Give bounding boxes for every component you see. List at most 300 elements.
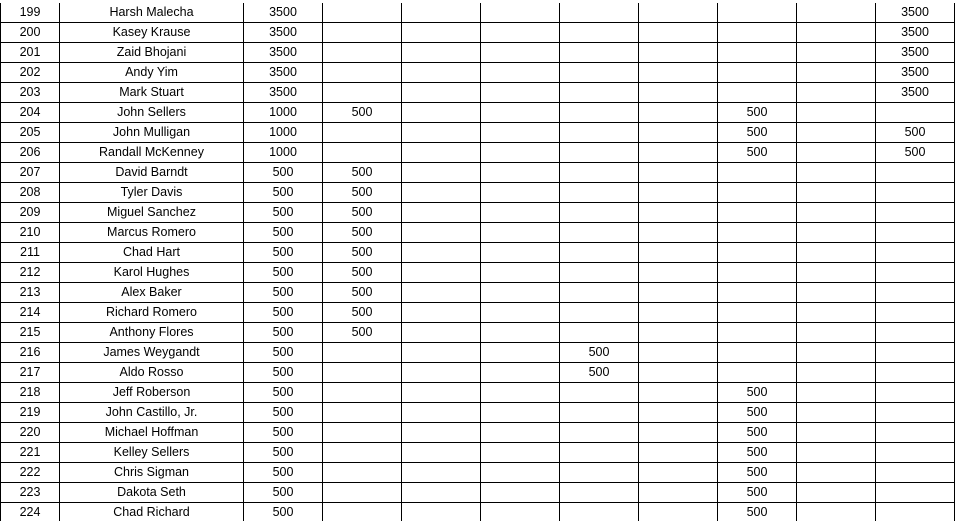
amount-cell[interactable]: 500 (323, 283, 402, 303)
amount-cell[interactable]: 500 (718, 483, 797, 503)
amount-cell[interactable] (876, 163, 955, 183)
amount-cell[interactable]: 500 (244, 423, 323, 443)
amount-cell[interactable]: 500 (244, 463, 323, 483)
amount-cell[interactable] (402, 383, 481, 403)
amount-cell[interactable]: 500 (323, 163, 402, 183)
amount-cell[interactable] (481, 343, 560, 363)
amount-cell[interactable] (402, 303, 481, 323)
amount-cell[interactable] (402, 503, 481, 521)
name-cell[interactable]: Miguel Sanchez (60, 203, 244, 223)
amount-cell[interactable] (481, 163, 560, 183)
amount-cell[interactable] (639, 3, 718, 23)
row-number-cell[interactable]: 201 (0, 43, 60, 63)
row-number-cell[interactable]: 208 (0, 183, 60, 203)
amount-cell[interactable] (481, 283, 560, 303)
name-cell[interactable]: Kasey Krause (60, 23, 244, 43)
amount-cell[interactable] (718, 43, 797, 63)
amount-cell[interactable] (560, 83, 639, 103)
row-number-cell[interactable]: 220 (0, 423, 60, 443)
amount-cell[interactable] (797, 463, 876, 483)
amount-cell[interactable] (639, 243, 718, 263)
amount-cell[interactable] (876, 363, 955, 383)
amount-cell[interactable] (639, 483, 718, 503)
amount-cell[interactable] (323, 443, 402, 463)
amount-cell[interactable] (718, 183, 797, 203)
row-number-cell[interactable]: 213 (0, 283, 60, 303)
amount-cell[interactable]: 500 (244, 383, 323, 403)
amount-cell[interactable] (797, 503, 876, 521)
name-cell[interactable]: John Castillo, Jr. (60, 403, 244, 423)
amount-cell[interactable]: 500 (244, 483, 323, 503)
amount-cell[interactable]: 3500 (876, 23, 955, 43)
amount-cell[interactable]: 500 (560, 363, 639, 383)
amount-cell[interactable]: 500 (323, 103, 402, 123)
amount-cell[interactable] (402, 203, 481, 223)
amount-cell[interactable]: 500 (718, 503, 797, 521)
amount-cell[interactable] (323, 463, 402, 483)
amount-cell[interactable]: 500 (718, 103, 797, 123)
amount-cell[interactable] (481, 503, 560, 521)
name-cell[interactable]: Alex Baker (60, 283, 244, 303)
amount-cell[interactable] (560, 483, 639, 503)
amount-cell[interactable] (639, 283, 718, 303)
row-number-cell[interactable]: 210 (0, 223, 60, 243)
amount-cell[interactable] (718, 83, 797, 103)
amount-cell[interactable]: 500 (244, 263, 323, 283)
amount-cell[interactable]: 500 (718, 443, 797, 463)
amount-cell[interactable] (639, 223, 718, 243)
amount-cell[interactable]: 500 (718, 463, 797, 483)
amount-cell[interactable] (876, 183, 955, 203)
amount-cell[interactable] (639, 443, 718, 463)
amount-cell[interactable]: 500 (560, 343, 639, 363)
name-cell[interactable]: Kelley Sellers (60, 443, 244, 463)
amount-cell[interactable] (876, 263, 955, 283)
amount-cell[interactable] (323, 343, 402, 363)
amount-cell[interactable] (402, 403, 481, 423)
name-cell[interactable]: David Barndt (60, 163, 244, 183)
amount-cell[interactable] (639, 303, 718, 323)
name-cell[interactable]: Randall McKenney (60, 143, 244, 163)
row-number-cell[interactable]: 207 (0, 163, 60, 183)
amount-cell[interactable] (560, 403, 639, 423)
amount-cell[interactable]: 500 (718, 403, 797, 423)
amount-cell[interactable] (323, 43, 402, 63)
amount-cell[interactable]: 500 (244, 323, 323, 343)
amount-cell[interactable] (797, 263, 876, 283)
amount-cell[interactable] (323, 83, 402, 103)
amount-cell[interactable] (718, 363, 797, 383)
name-cell[interactable]: John Mulligan (60, 123, 244, 143)
amount-cell[interactable]: 500 (244, 403, 323, 423)
amount-cell[interactable] (323, 363, 402, 383)
row-number-cell[interactable]: 212 (0, 263, 60, 283)
amount-cell[interactable] (718, 283, 797, 303)
name-cell[interactable]: Andy Yim (60, 63, 244, 83)
amount-cell[interactable] (481, 103, 560, 123)
amount-cell[interactable] (481, 483, 560, 503)
name-cell[interactable]: Mark Stuart (60, 83, 244, 103)
amount-cell[interactable] (481, 143, 560, 163)
amount-cell[interactable] (560, 183, 639, 203)
name-cell[interactable]: Tyler Davis (60, 183, 244, 203)
amount-cell[interactable] (560, 143, 639, 163)
row-number-cell[interactable]: 223 (0, 483, 60, 503)
amount-cell[interactable]: 3500 (876, 83, 955, 103)
amount-cell[interactable] (797, 343, 876, 363)
row-number-cell[interactable]: 215 (0, 323, 60, 343)
amount-cell[interactable] (481, 63, 560, 83)
amount-cell[interactable] (639, 263, 718, 283)
row-number-cell[interactable]: 205 (0, 123, 60, 143)
amount-cell[interactable] (560, 203, 639, 223)
amount-cell[interactable] (402, 423, 481, 443)
amount-cell[interactable] (718, 323, 797, 343)
amount-cell[interactable] (481, 183, 560, 203)
table-row (0, 143, 957, 163)
amount-cell[interactable] (797, 83, 876, 103)
amount-cell[interactable] (876, 403, 955, 423)
amount-cell[interactable] (797, 183, 876, 203)
name-cell[interactable]: Karol Hughes (60, 263, 244, 283)
amount-cell[interactable]: 3500 (876, 3, 955, 23)
row-number-cell[interactable]: 200 (0, 23, 60, 43)
amount-cell[interactable] (718, 303, 797, 323)
amount-cell[interactable]: 500 (323, 323, 402, 343)
amount-cell[interactable] (797, 283, 876, 303)
amount-cell[interactable] (402, 443, 481, 463)
amount-cell[interactable] (639, 423, 718, 443)
amount-cell[interactable] (481, 303, 560, 323)
amount-cell[interactable] (876, 443, 955, 463)
amount-cell[interactable]: 3500 (244, 43, 323, 63)
amount-cell[interactable] (876, 243, 955, 263)
amount-cell[interactable] (560, 323, 639, 343)
amount-cell[interactable] (481, 443, 560, 463)
row-number-cell[interactable]: 211 (0, 243, 60, 263)
amount-cell[interactable]: 500 (244, 163, 323, 183)
amount-cell[interactable]: 500 (718, 383, 797, 403)
amount-cell[interactable]: 500 (323, 243, 402, 263)
amount-cell[interactable] (876, 423, 955, 443)
amount-cell[interactable]: 3500 (244, 3, 323, 23)
amount-cell[interactable] (481, 3, 560, 23)
amount-cell[interactable] (402, 363, 481, 383)
amount-cell[interactable] (481, 263, 560, 283)
amount-cell[interactable] (402, 323, 481, 343)
amount-cell[interactable] (560, 43, 639, 63)
amount-cell[interactable] (481, 23, 560, 43)
amount-cell[interactable] (639, 343, 718, 363)
amount-cell[interactable] (797, 303, 876, 323)
row-number-cell[interactable]: 219 (0, 403, 60, 423)
amount-cell[interactable]: 500 (323, 263, 402, 283)
amount-cell[interactable] (797, 223, 876, 243)
amount-cell[interactable] (481, 223, 560, 243)
amount-cell[interactable] (481, 123, 560, 143)
amount-cell[interactable] (639, 363, 718, 383)
amount-cell[interactable] (323, 123, 402, 143)
amount-cell[interactable] (323, 403, 402, 423)
amount-cell[interactable] (639, 63, 718, 83)
row-number-cell[interactable]: 216 (0, 343, 60, 363)
name-cell[interactable]: Marcus Romero (60, 223, 244, 243)
amount-cell[interactable] (797, 383, 876, 403)
amount-cell[interactable] (639, 203, 718, 223)
name-cell[interactable]: Harsh Malecha (60, 3, 244, 23)
table-row (0, 283, 957, 303)
amount-cell[interactable] (718, 223, 797, 243)
amount-cell[interactable]: 500 (244, 363, 323, 383)
amount-cell[interactable]: 500 (323, 303, 402, 323)
amount-cell[interactable] (402, 123, 481, 143)
row-number-cell[interactable]: 214 (0, 303, 60, 323)
name-cell[interactable]: Anthony Flores (60, 323, 244, 343)
amount-cell[interactable] (402, 43, 481, 63)
amount-cell[interactable] (639, 323, 718, 343)
amount-cell[interactable] (481, 403, 560, 423)
amount-cell[interactable] (481, 363, 560, 383)
amount-cell[interactable] (797, 363, 876, 383)
amount-cell[interactable] (797, 403, 876, 423)
amount-cell[interactable] (323, 63, 402, 83)
amount-cell[interactable] (876, 103, 955, 123)
table-row (0, 343, 957, 363)
amount-cell[interactable] (876, 323, 955, 343)
amount-cell[interactable] (402, 143, 481, 163)
amount-cell[interactable]: 500 (244, 283, 323, 303)
amount-cell[interactable]: 500 (244, 443, 323, 463)
amount-cell[interactable] (560, 423, 639, 443)
amount-cell[interactable] (560, 103, 639, 123)
amount-cell[interactable] (402, 63, 481, 83)
amount-cell[interactable] (323, 383, 402, 403)
amount-cell[interactable] (876, 503, 955, 521)
amount-cell[interactable]: 500 (323, 223, 402, 243)
row-number-cell[interactable]: 206 (0, 143, 60, 163)
amount-cell[interactable] (797, 203, 876, 223)
amount-cell[interactable] (797, 423, 876, 443)
amount-cell[interactable]: 500 (876, 143, 955, 163)
amount-cell[interactable] (639, 123, 718, 143)
amount-cell[interactable] (560, 63, 639, 83)
amount-cell[interactable] (639, 43, 718, 63)
table-row (0, 303, 957, 323)
amount-cell[interactable] (639, 103, 718, 123)
amount-cell[interactable] (876, 283, 955, 303)
row-number-cell[interactable]: 202 (0, 63, 60, 83)
amount-cell[interactable] (560, 23, 639, 43)
amount-cell[interactable] (718, 203, 797, 223)
row-number-cell[interactable]: 199 (0, 3, 60, 23)
amount-cell[interactable] (718, 63, 797, 83)
amount-cell[interactable] (718, 163, 797, 183)
table-row (0, 383, 957, 403)
amount-cell[interactable] (560, 3, 639, 23)
amount-cell[interactable] (639, 383, 718, 403)
amount-cell[interactable] (402, 103, 481, 123)
amount-cell[interactable] (481, 83, 560, 103)
amount-cell[interactable] (481, 323, 560, 343)
amount-cell[interactable] (797, 103, 876, 123)
amount-cell[interactable]: 500 (718, 423, 797, 443)
amount-cell[interactable] (402, 483, 481, 503)
amount-cell[interactable]: 500 (876, 123, 955, 143)
amount-cell[interactable] (639, 403, 718, 423)
amount-cell[interactable] (402, 343, 481, 363)
amount-cell[interactable] (718, 263, 797, 283)
amount-cell[interactable] (639, 23, 718, 43)
amount-cell[interactable] (402, 163, 481, 183)
amount-cell[interactable] (639, 503, 718, 521)
amount-cell[interactable]: 500 (323, 183, 402, 203)
amount-cell[interactable] (481, 203, 560, 223)
amount-cell[interactable]: 500 (244, 183, 323, 203)
amount-cell[interactable] (402, 3, 481, 23)
amount-cell[interactable]: 500 (718, 123, 797, 143)
amount-cell[interactable] (402, 23, 481, 43)
table-row (0, 3, 957, 23)
amount-cell[interactable]: 3500 (244, 83, 323, 103)
amount-cell[interactable] (797, 143, 876, 163)
name-cell[interactable]: James Weygandt (60, 343, 244, 363)
amount-cell[interactable] (481, 463, 560, 483)
amount-cell[interactable] (797, 43, 876, 63)
amount-cell[interactable] (797, 123, 876, 143)
amount-cell[interactable] (797, 323, 876, 343)
name-cell[interactable]: Jeff Roberson (60, 383, 244, 403)
row-number-cell[interactable]: 224 (0, 503, 60, 521)
amount-cell[interactable]: 500 (244, 203, 323, 223)
amount-cell[interactable]: 500 (323, 203, 402, 223)
table-row (0, 503, 957, 521)
amount-cell[interactable] (876, 483, 955, 503)
amount-cell[interactable] (560, 303, 639, 323)
amount-cell[interactable] (481, 423, 560, 443)
name-cell[interactable]: Richard Romero (60, 303, 244, 323)
amount-cell[interactable] (402, 223, 481, 243)
row-number-cell[interactable]: 221 (0, 443, 60, 463)
amount-cell[interactable] (797, 443, 876, 463)
amount-cell[interactable]: 3500 (876, 43, 955, 63)
table-row (0, 163, 957, 183)
amount-cell[interactable] (639, 183, 718, 203)
row-number-cell[interactable]: 203 (0, 83, 60, 103)
amount-cell[interactable] (402, 263, 481, 283)
amount-cell[interactable] (876, 383, 955, 403)
amount-cell[interactable] (718, 3, 797, 23)
amount-cell[interactable] (876, 223, 955, 243)
amount-cell[interactable] (560, 123, 639, 143)
amount-cell[interactable] (323, 503, 402, 521)
amount-cell[interactable] (560, 283, 639, 303)
amount-cell[interactable] (481, 243, 560, 263)
amount-cell[interactable] (402, 463, 481, 483)
amount-cell[interactable] (560, 383, 639, 403)
name-cell[interactable]: Chad Richard (60, 503, 244, 521)
amount-cell[interactable] (481, 43, 560, 63)
amount-cell[interactable] (639, 143, 718, 163)
amount-cell[interactable] (402, 283, 481, 303)
amount-cell[interactable] (876, 303, 955, 323)
amount-cell[interactable] (797, 243, 876, 263)
amount-cell[interactable] (639, 163, 718, 183)
row-number-cell[interactable]: 222 (0, 463, 60, 483)
row-number-cell[interactable]: 218 (0, 383, 60, 403)
table-row (0, 363, 957, 383)
amount-cell[interactable]: 3500 (244, 23, 323, 43)
row-number-cell[interactable]: 209 (0, 203, 60, 223)
amount-cell[interactable] (797, 63, 876, 83)
amount-cell[interactable]: 3500 (876, 63, 955, 83)
table-row (0, 63, 957, 83)
amount-cell[interactable] (560, 223, 639, 243)
amount-cell[interactable]: 500 (244, 223, 323, 243)
amount-cell[interactable] (718, 343, 797, 363)
amount-cell[interactable] (560, 443, 639, 463)
amount-cell[interactable] (876, 343, 955, 363)
name-cell[interactable]: Dakota Seth (60, 483, 244, 503)
amount-cell[interactable]: 500 (244, 303, 323, 323)
name-cell[interactable]: John Sellers (60, 103, 244, 123)
amount-cell[interactable] (560, 463, 639, 483)
amount-cell[interactable] (323, 483, 402, 503)
table-row (0, 423, 957, 443)
amount-cell[interactable] (323, 23, 402, 43)
amount-cell[interactable] (797, 3, 876, 23)
amount-cell[interactable] (560, 503, 639, 521)
amount-cell[interactable]: 500 (244, 503, 323, 521)
name-cell[interactable]: Aldo Rosso (60, 363, 244, 383)
amount-cell[interactable] (639, 463, 718, 483)
amount-cell[interactable] (323, 3, 402, 23)
amount-cell[interactable] (560, 263, 639, 283)
amount-cell[interactable]: 1000 (244, 123, 323, 143)
table-row (0, 463, 957, 483)
amount-cell[interactable] (639, 83, 718, 103)
table-row (0, 243, 957, 263)
amount-cell[interactable] (797, 483, 876, 503)
amount-cell[interactable]: 500 (244, 343, 323, 363)
amount-cell[interactable] (876, 203, 955, 223)
amount-cell[interactable]: 500 (718, 143, 797, 163)
table-row (0, 43, 957, 63)
amount-cell[interactable] (876, 463, 955, 483)
amount-cell[interactable] (797, 163, 876, 183)
name-cell[interactable]: Michael Hoffman (60, 423, 244, 443)
row-number-cell[interactable]: 204 (0, 103, 60, 123)
amount-cell[interactable] (718, 23, 797, 43)
amount-cell[interactable] (402, 83, 481, 103)
name-cell[interactable]: Chris Sigman (60, 463, 244, 483)
amount-cell[interactable] (402, 183, 481, 203)
amount-cell[interactable]: 3500 (244, 63, 323, 83)
amount-cell[interactable] (718, 243, 797, 263)
amount-cell[interactable] (481, 383, 560, 403)
name-cell[interactable]: Chad Hart (60, 243, 244, 263)
amount-cell[interactable] (323, 143, 402, 163)
amount-cell[interactable]: 1000 (244, 103, 323, 123)
amount-cell[interactable] (402, 243, 481, 263)
amount-cell[interactable] (560, 243, 639, 263)
row-number-cell[interactable]: 217 (0, 363, 60, 383)
amount-cell[interactable]: 500 (244, 243, 323, 263)
amount-cell[interactable]: 1000 (244, 143, 323, 163)
name-cell[interactable]: Zaid Bhojani (60, 43, 244, 63)
amount-cell[interactable] (323, 423, 402, 443)
amount-cell[interactable] (797, 23, 876, 43)
amount-cell[interactable] (560, 163, 639, 183)
